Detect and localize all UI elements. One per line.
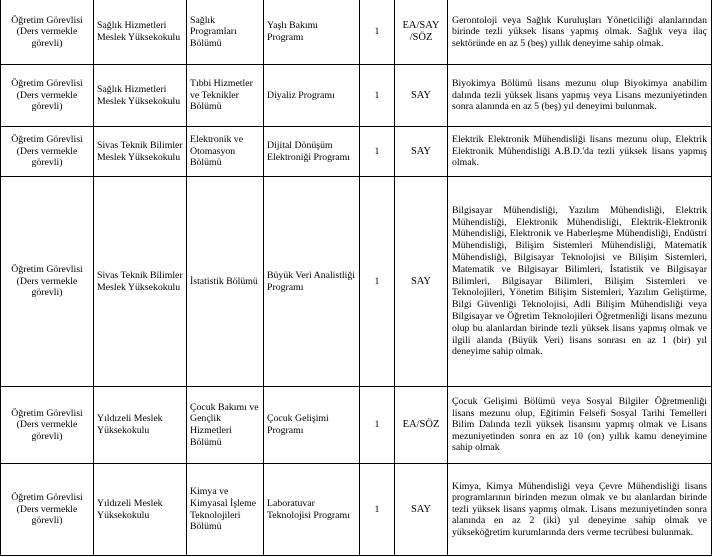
count-cell: 1 xyxy=(360,0,395,65)
score-type-cell: SAY xyxy=(395,127,448,177)
title-cell: Öğretim Görevlisi (Ders vermekle görevli) xyxy=(1,65,94,127)
count-cell: 1 xyxy=(360,177,395,387)
school-cell: Yıldızeli Meslek Yüksekokulu xyxy=(94,387,187,464)
program-cell: Çocuk Gelişimi Programı xyxy=(264,387,360,464)
program-cell: Yaşlı Bakımı Programı xyxy=(264,0,360,65)
requirements-cell: Bilgisayar Mühendisliği, Yazılım Mühendisliği, Elektrik Mühendisliği, Elektronik Mühendisliği, Elektrik-Elektronik Mühendisliği, Elektronik ve Haberleşme Mühendisliği, Endüstri Mühendisliği, Bilişim Sistemleri Mühendisliği, Matematik Mühendisliği, Bilgisayar Teknolojisi ve Bilişim Sistemleri, Matematik ve Bilgisayar Bilimleri, İstatistik ve Bilgisayar Bilimleri, Bilgisayar Bilimleri, Bilişim Sistemleri ve Teknolojileri, Yönetim Bilişim Sistemleri, Yazılım Geliştirme, Bilgi Güvenliği Teknolojisi, Adli Bilişim Mühendisliği veya Bilgisayar ve Öğretim Teknolojileri Öğretmenliği lisans mezunu olup bu alanlardan birinde tezli yüksek lisans yapmış olmak ve ilgili alanda (Büyük Veri) lisans sonrası en az 1 (bir) yıl deneyime sahip olmak. xyxy=(448,177,712,387)
school-cell: Sivas Teknik Bilimler Meslek Yüksekokulu xyxy=(94,127,187,177)
score-type-cell: EA/SÖZ xyxy=(395,387,448,464)
title-cell: Öğretim Görevlisi (Ders vermekle görevli) xyxy=(1,177,94,387)
title-cell: Öğretim Görevlisi (Ders vermekle görevli) xyxy=(1,387,94,464)
school-cell: Sivas Teknik Bilimler Meslek Yüksekokulu xyxy=(94,177,187,387)
title-cell: Öğretim Görevlisi (Ders vermekle görevli) xyxy=(1,464,94,556)
table-row xyxy=(1,464,712,556)
program-cell: Laboratuvar Teknolojisi Programı xyxy=(264,464,360,556)
score-type-cell: SAY xyxy=(395,177,448,387)
table-row xyxy=(1,127,712,177)
school-cell: Yıldızeli Meslek Yüksekokulu xyxy=(94,464,187,556)
title-cell: Öğretim Görevlisi (Ders vermekle görevli) xyxy=(1,0,94,65)
department-cell: Tıbbi Hizmetler ve Teknikler Bölümü xyxy=(187,65,264,127)
department-cell: Elektronik ve Otomasyon Bölümü xyxy=(187,127,264,177)
score-type-cell: EA/SAY /SÖZ xyxy=(395,0,448,65)
school-cell: Sağlık Hizmetleri Meslek Yüksekokulu xyxy=(94,0,187,65)
requirements-cell: Gerontoloji veya Sağlık Kuruluşları Yöneticiliği alanlarından birinde tezli yüksek lisans yapmış olmak. Sağlık veya ilaç sektöründe en az 5 (beş) yıllık deneyime sahip olmak. xyxy=(448,0,712,65)
count-cell: 1 xyxy=(360,387,395,464)
table-row xyxy=(1,387,712,464)
score-type-cell: SAY xyxy=(395,464,448,556)
requirements-cell: Çocuk Gelişimi Bölümü veya Sosyal Bilgiler Öğretmenliği lisans mezunu olup, Eğitimin Felsefi Sosyal Tarihi Temelleri Bilim Dalında tezli yüksek lisansını yapmış olmak ve Lisans mezuniyetinden sonra en az 10 (on) yıllık kamu deneyimine sahip olmak xyxy=(448,387,712,464)
program-cell: Büyük Veri Analistliği Programı xyxy=(264,177,360,387)
program-cell: Dijital Dönüşüm Elektroniği Programı xyxy=(264,127,360,177)
school-cell: Sağlık Hizmetleri Meslek Yüksekokulu xyxy=(94,65,187,127)
title-cell: Öğretim Görevlisi (Ders vermekle görevli) xyxy=(1,127,94,177)
department-cell: Çocuk Bakımı ve Gençlik Hizmetleri Bölümü xyxy=(187,387,264,464)
requirements-cell: Biyokimya Bölümü lisans mezunu olup Biyokimya anabilim dalında tezli yüksek lisans yapmış veya Lisans mezuniyetinden sonra alanında en az 5 (beş) yıl deneyimi bulunmak. xyxy=(448,65,712,127)
table-row xyxy=(1,177,712,387)
department-cell: Sağlık Programları Bölümü xyxy=(187,0,264,65)
department-cell: İstatistik Bölümü xyxy=(187,177,264,387)
requirements-cell: Elektrik Elektronik Mühendisliği lisans mezunu olup, Elektrik Elektronik Mühendisliği A.B.D.'da tezli yüksek lisans yapmış olmak. xyxy=(448,127,712,177)
count-cell: 1 xyxy=(360,127,395,177)
program-cell: Diyaliz Programı xyxy=(264,65,360,127)
table-row xyxy=(1,0,712,65)
count-cell: 1 xyxy=(360,65,395,127)
requirements-cell: Kimya, Kimya Mühendisliği veya Çevre Mühendisliği lisans programlarının birinden mezun olmak ve bu alanlardan birinde tezli yüksek lisans yapmış olmak. Lisans mezuniyetinden sonra alanında en az 2 (iki) yıl deneyime sahip olmak ve yükseköğretim kurumlarında ders verme tecrübesi bulunmak. xyxy=(448,464,712,556)
score-type-cell: SAY xyxy=(395,65,448,127)
table-row xyxy=(1,65,712,127)
count-cell: 1 xyxy=(360,464,395,556)
department-cell: Kimya ve Kimyasal İşleme Teknolojileri Bölümü xyxy=(187,464,264,556)
